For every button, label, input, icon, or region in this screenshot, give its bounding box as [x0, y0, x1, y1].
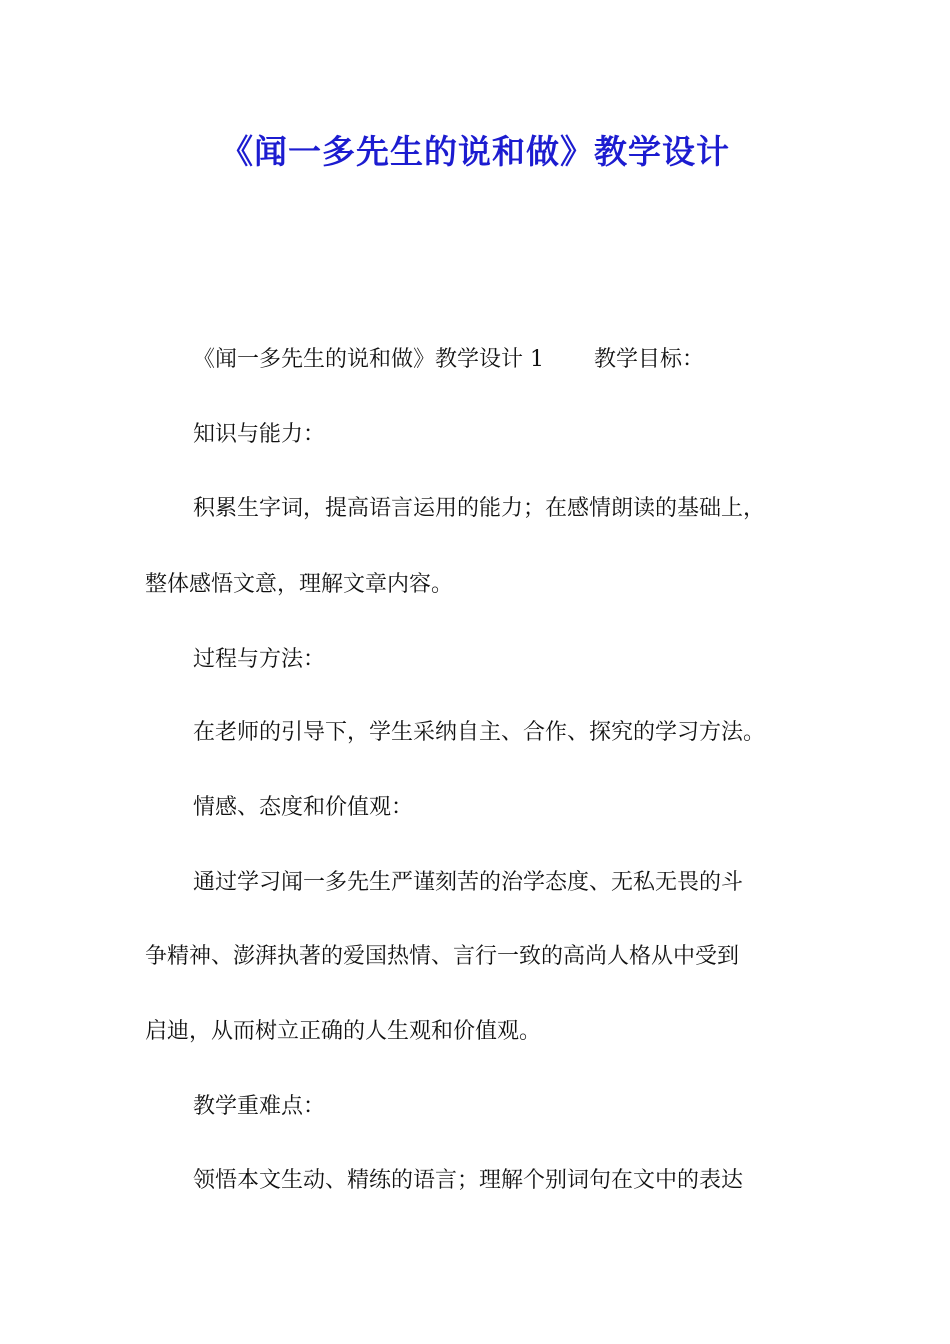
paragraph-line: 通过学习闻一多先生严谨刻苦的治学态度、无私无畏的斗 [193, 870, 744, 895]
subheading-key-points: 教学重难点： [193, 1094, 326, 1119]
teaching-goals-label: 教学目标： [594, 347, 705, 372]
document-title: 《闻一多先生的说和做》教学设计 [220, 132, 730, 171]
paragraph-line: 积累生字词，提高语言运用的能力；在感情朗读的基础上， [193, 496, 766, 521]
subheading-emotion: 情感、态度和价值观： [193, 795, 414, 820]
subheading-process: 过程与方法： [193, 647, 326, 672]
paragraph-line: 领悟本文生动、精练的语言；理解个别词句在文中的表达 [193, 1168, 744, 1193]
subheading-knowledge: 知识与能力： [193, 422, 326, 447]
paragraph-heading-line [193, 345, 704, 375]
paragraph-line: 争精神、澎湃执著的爱国热情、言行一致的高尚人格从中受到 [145, 944, 740, 969]
paragraph-line: 启迪，从而树立正确的人生观和价值观。 [145, 1019, 542, 1044]
paragraph-line: 整体感悟文意，理解文章内容。 [145, 572, 454, 597]
section-title-text: 《闻一多先生的说和做》教学设计 1 [193, 347, 544, 372]
paragraph-line: 在老师的引导下，学生采纳自主、合作、探究的学习方法。 [193, 720, 766, 745]
